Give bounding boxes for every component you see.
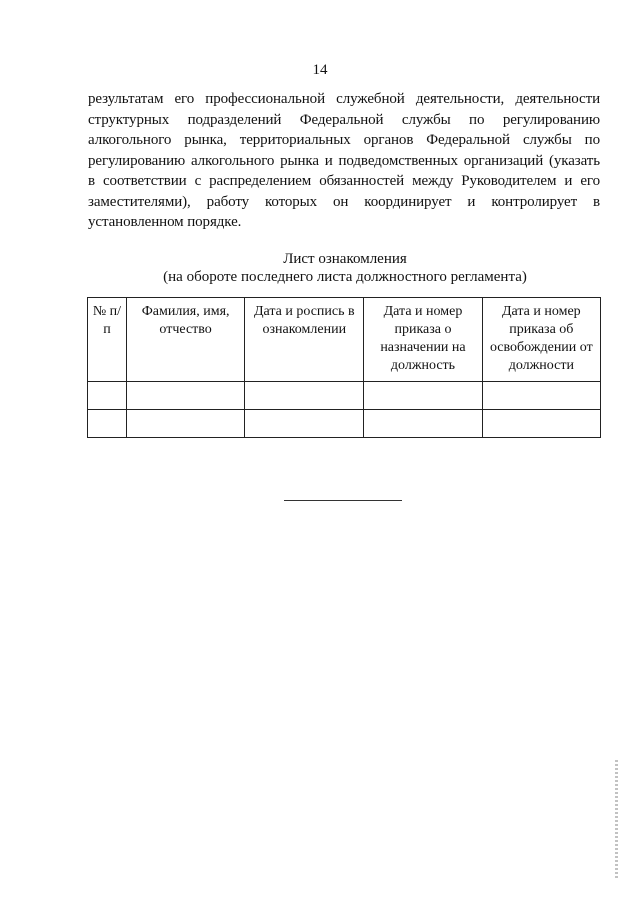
table-cell	[482, 410, 600, 438]
table-cell	[245, 382, 364, 410]
section-title: Лист ознакомления	[283, 251, 407, 267]
header-appointment-order: Дата и номер приказа о назначении на должность	[364, 298, 482, 382]
paragraph-line: установленном порядке.	[88, 214, 242, 230]
header-full-name: Фамилия, имя, отчество	[126, 298, 244, 382]
paragraph-line: в соответствии с распределением обязанностей между Руководителем и его	[88, 173, 600, 189]
section-subtitle: (на обороте последнего листа должностного регламента)	[163, 269, 527, 285]
paragraph-line: регулированию алкогольного рынка и подведомственных организаций (указать	[88, 152, 600, 169]
table-cell	[364, 410, 482, 438]
header-dismissal-order: Дата и номер приказа об освобождении от должности	[482, 298, 600, 382]
body-paragraph	[88, 89, 600, 233]
table-cell	[126, 410, 244, 438]
paragraph-line: алкогольного рынка, территориальных органов Федеральной службы по	[88, 132, 600, 148]
table-row	[88, 410, 601, 438]
table-cell	[126, 382, 244, 410]
table-cell	[88, 382, 127, 410]
page-number: 14	[312, 62, 328, 78]
table-row	[88, 382, 601, 410]
header-date-signature: Дата и роспись в ознакомлении	[245, 298, 364, 382]
table-cell	[364, 382, 482, 410]
header-number: № п/п	[88, 298, 127, 382]
paragraph-line: заместителями), работу которых он координирует и контролирует в	[88, 193, 600, 210]
acknowledgement-table	[87, 297, 601, 438]
closing-rule	[284, 500, 402, 501]
paragraph-line: структурных подразделений Федеральной службы по регулированию	[88, 111, 600, 128]
scan-edge-mark	[615, 760, 618, 880]
table-cell	[88, 410, 127, 438]
table-cell	[245, 410, 364, 438]
table-header-row	[88, 298, 601, 382]
paragraph-line: результатам его профессиональной служебной деятельности, деятельности	[88, 91, 600, 107]
table-cell	[482, 382, 600, 410]
